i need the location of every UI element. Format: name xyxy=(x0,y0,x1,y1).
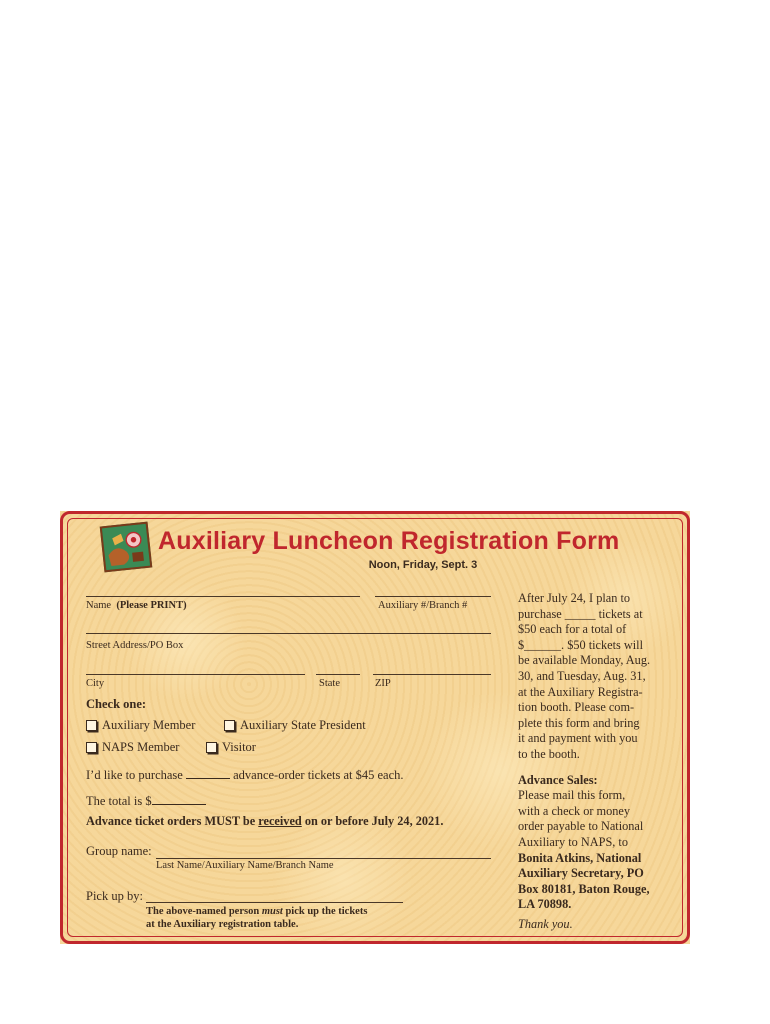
pickup-note: The above-named person must pick up the tickets at the Auxiliary registration table. xyxy=(146,906,368,930)
zip-field[interactable] xyxy=(373,674,491,675)
street-address-label: Street Address/PO Box xyxy=(86,640,184,651)
name-field[interactable] xyxy=(86,596,360,597)
auxiliary-branch-label: Auxiliary #/Branch # xyxy=(378,600,468,611)
city-field[interactable] xyxy=(86,674,305,675)
zip-label: ZIP xyxy=(375,678,391,689)
sidebar-info xyxy=(518,591,668,932)
street-address-field[interactable] xyxy=(86,633,491,634)
option-auxiliary-member[interactable]: Auxiliary Member xyxy=(86,718,195,733)
deadline-notice: Advance ticket orders MUST be received on or before July 24, 2021. xyxy=(86,814,444,828)
purchase-line: I’d like to purchase advance-order tickets at $45 each. xyxy=(86,768,404,782)
checkbox-icon[interactable] xyxy=(86,742,97,753)
total-line: The total is $ xyxy=(86,793,206,809)
total-amount-field[interactable] xyxy=(152,793,206,805)
name-label: Name (Please PRINT) xyxy=(86,600,187,611)
check-one-heading: Check one: xyxy=(86,697,147,711)
group-name-hint: Last Name/Auxiliary Name/Branch Name xyxy=(156,860,334,871)
auxiliary-branch-field[interactable] xyxy=(375,596,491,597)
group-name-label: Group name: xyxy=(86,844,152,858)
ticket-quantity-field[interactable] xyxy=(186,767,230,779)
advance-sales-heading: Advance Sales: xyxy=(518,772,598,787)
pickup-label: Pick up by: xyxy=(86,889,143,903)
checkbox-icon[interactable] xyxy=(206,742,217,753)
registration-card xyxy=(60,511,690,944)
option-auxiliary-state-president[interactable]: Auxiliary State President xyxy=(224,718,366,733)
form-subtitle: Noon, Friday, Sept. 3 xyxy=(368,559,478,571)
name-hint: (Please PRINT) xyxy=(116,600,187,611)
city-label: City xyxy=(86,678,105,689)
pickup-field[interactable] xyxy=(146,902,403,903)
option-visitor[interactable]: Visitor xyxy=(206,740,256,755)
thank-you-text: Thank you. xyxy=(518,916,573,931)
state-label: State xyxy=(319,678,340,689)
checkbox-icon[interactable] xyxy=(224,720,235,731)
after-july-paragraph: After July 24, I plan to purchase _____ tickets at $50 each for a total of $______. $50 tickets will be available Monday, Aug. 30, and Tuesday, Aug. 31, at the Auxiliary Registra- tion booth. Please com- plete this form and bring it and payment with you to the booth. xyxy=(518,591,651,761)
state-field[interactable] xyxy=(316,674,360,675)
checkbox-icon[interactable] xyxy=(86,720,97,731)
group-name-field[interactable] xyxy=(156,858,491,859)
mail-instructions: Please mail this form, with a check or money order payable to National Auxiliary to NAPS, to Bonita Atkins, National Auxiliary Secretary, PO Box 80181, Baton Rouge, LA 70898. xyxy=(518,788,650,912)
form-title: Auxiliary Luncheon Registration Form xyxy=(158,527,620,555)
option-naps-member[interactable]: NAPS Member xyxy=(86,740,179,755)
